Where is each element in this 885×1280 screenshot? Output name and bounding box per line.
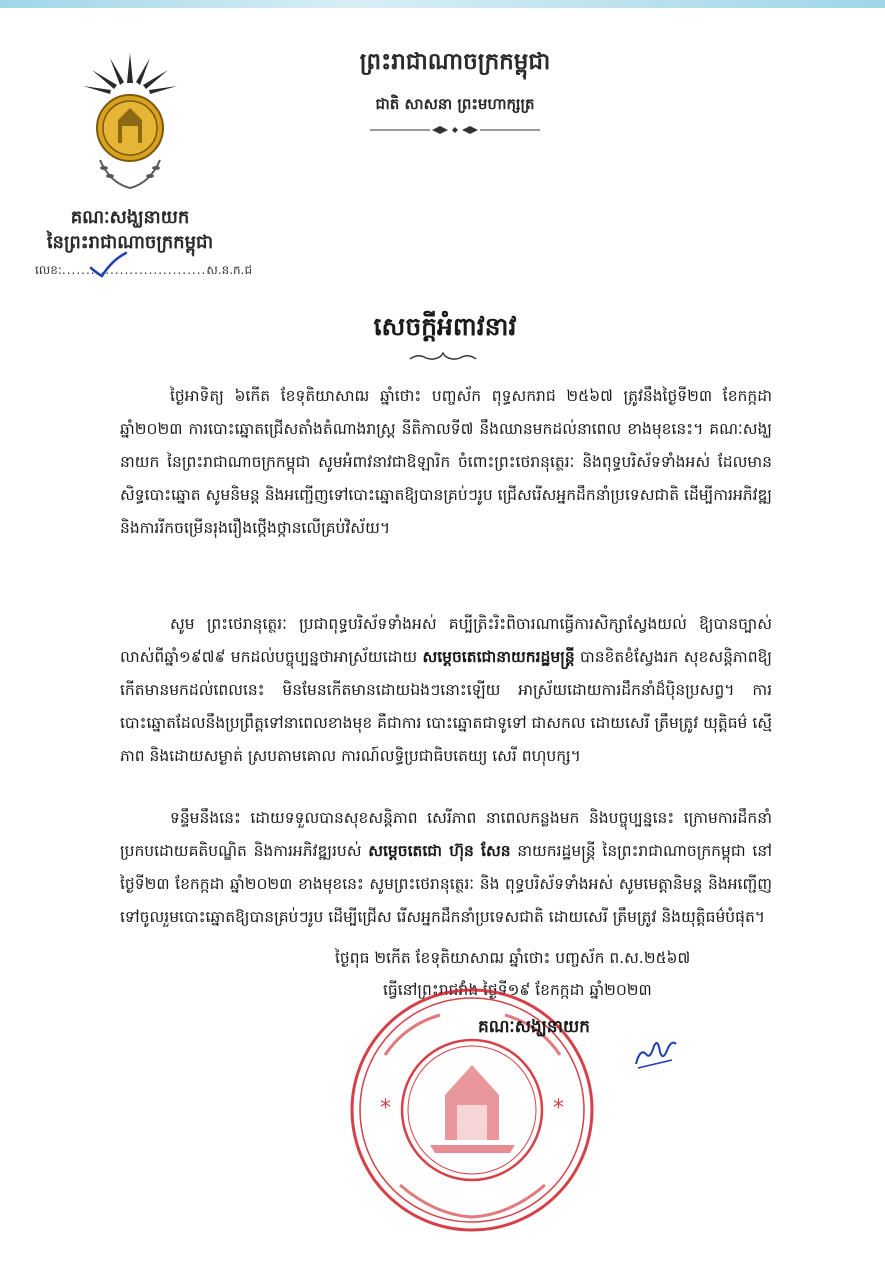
national-motto: ជាតិ សាសនា ព្រះមហាក្សត្រ [375, 95, 535, 113]
title-ornament [408, 352, 478, 362]
lunar-date: ថ្ងៃពុធ ២កើត ខែទុតិយាសាឍ ឆ្នាំថោះ បញ្ចស័ក ព.ស.២៥៦៧ [335, 949, 691, 967]
highlighted-title: សម្តេចតេជោនាយករដ្ឋមន្ត្រី [422, 648, 575, 666]
reference-suffix: ស.ន.ក.ជ [206, 263, 253, 277]
paragraph-3: ទន្ទឹមនឹងនេះ ដោយទទួលបានសុខសន្តិភាព សេរីភាព នាពេលកន្លងមក និងបច្ចុប្បន្ននេះ ក្រោមការដឹកនាំប្រកបដោយគតិបណ្ឌិត និងការអភិវឌ្ឍរបស់ សម្តេចតេជោ ហ៊ុន សែន នាយករដ្ឋមន្ត្រី នៃព្រះរាជាណាចក្រកម្ពុជា នៅថ្ងៃទី២៣ ខែកក្កដា ឆ្នាំ២០២៣ ខាងមុខនេះ សូមព្រះថេរានុត្ថេរៈ និង ពុទ្ធបរិស័ទទាំងអស់ សូមមេត្តានិមន្ត និងអញ្ជើញទៅចូលរួមបោះឆ្នោតឱ្យបានគ្រប់ៗរូប ដើម្បីជ្រើស រើសអ្នកដឹកនាំប្រទេសជាតិ ដោយសេរី ត្រឹមត្រូវ និងយុត្តិធម៌បំផុត។ [120, 809, 773, 926]
top-edge-strip [0, 0, 885, 8]
solar-date: ធ្វើនៅព្រះរាជវាំង ថ្ងៃទី១៩ ខែកក្កដា ឆ្នាំ២០២៣ [383, 981, 652, 999]
svg-text:*: * [380, 1096, 391, 1121]
paragraph-1: ថ្ងៃអាទិត្យ ៦កើត ខែទុតិយាសាឍ ឆ្នាំថោះ បញ្ចស័ក ពុទ្ធសករាជ ២៥៦៧ ត្រូវនឹងថ្ងៃទី២៣ ខែកក្កដា ឆ្នាំ២០២៣ ការបោះឆ្នោតជ្រើសតាំងតំណាងរាស្ត្រ នីតិកាលទី៧ នឹងឈានមកដល់នាពេល ខាងមុខនេះ។ គណៈសង្ឃនាយក នៃព្រះរាជាណាចក្រកម្ពុជា សូមអំពាវនាវជាឱឡារិក ចំពោះព្រះថេរានុត្ថេរៈ និងពុទ្ធបរិស័ទទាំងអស់ ដែលមានសិទ្ធបោះឆ្នោត សូមនិមន្ត និងអញ្ជើញទៅបោះឆ្នោតឱ្យបានគ្រប់ៗរូប ជ្រើសរើសអ្នកដឹកនាំប្រទេសជាតិ ដើម្បីការអភិវឌ្ឍ និងការរីកចម្រើនរុងរឿងថ្កើងថ្កានលើគ្រប់វិស័យ។ [120, 387, 772, 537]
organization-subtitle: នៃព្រះរាជាណាចក្រកម្ពុជា [46, 232, 214, 253]
paragraph-2: សូម ព្រះថេរានុត្ថេរៈ ប្រជាពុទ្ធបរិស័ទទាំងអស់ គប្បីត្រិះរិះពិចារណាធ្វើការសិក្សាស្វែងយល់ ឱ្យបានច្បាស់លាស់ពីឆ្នាំ១៩៧៩ មកដល់បច្ចុប្បន្នថាអាស្រ័យដោយ សម្តេចតេជោនាយករដ្ឋមន្ត្រី បានខិតខំស្វែងរក សុខសន្តិភាពឱ្យកើតមានមកដល់ពេលនេះ មិនមែនកើតមានដោយឯងៗនោះឡើយ អាស្រ័យដោយការដឹកនាំដ៏ប៉ិនប្រសព្វ។ ការបោះឆ្នោតដែលនឹងប្រព្រឹត្តទៅនាពេលខាងមុខ គឺជាការ បោះឆ្នោតជាទូទៅ ជាសកល ដោយសេរី ត្រឹមត្រូវ យុត្តិធម៌ ស្មើភាព និងដោយសម្ងាត់ ស្របតាមគោល ការណ៍លទ្ធិប្រជាធិបតេយ្យ សេរី ពហុបក្ស។ [120, 615, 772, 765]
reference-number: លេខ:..............................ស.ន.ក.ជ [35, 263, 253, 277]
signer-title: គណៈសង្ឃនាយក [478, 1017, 590, 1037]
svg-text:*: * [553, 1096, 564, 1121]
emblem-icon [80, 48, 180, 198]
document-title: សេចក្ដីអំពាវនាវ [373, 312, 517, 341]
signature-icon [632, 1034, 678, 1072]
organization-name: គណៈសង្ឃនាយក [70, 207, 190, 228]
checkmark-icon [88, 250, 128, 280]
reference-label: លេខ: [35, 263, 62, 277]
ornament-divider [370, 124, 540, 136]
highlighted-name: សម្តេចតេជោ ហ៊ុន សែន [368, 842, 511, 860]
kingdom-heading: ព្រះរាជាណាចក្រកម្ពុជា [359, 49, 551, 75]
